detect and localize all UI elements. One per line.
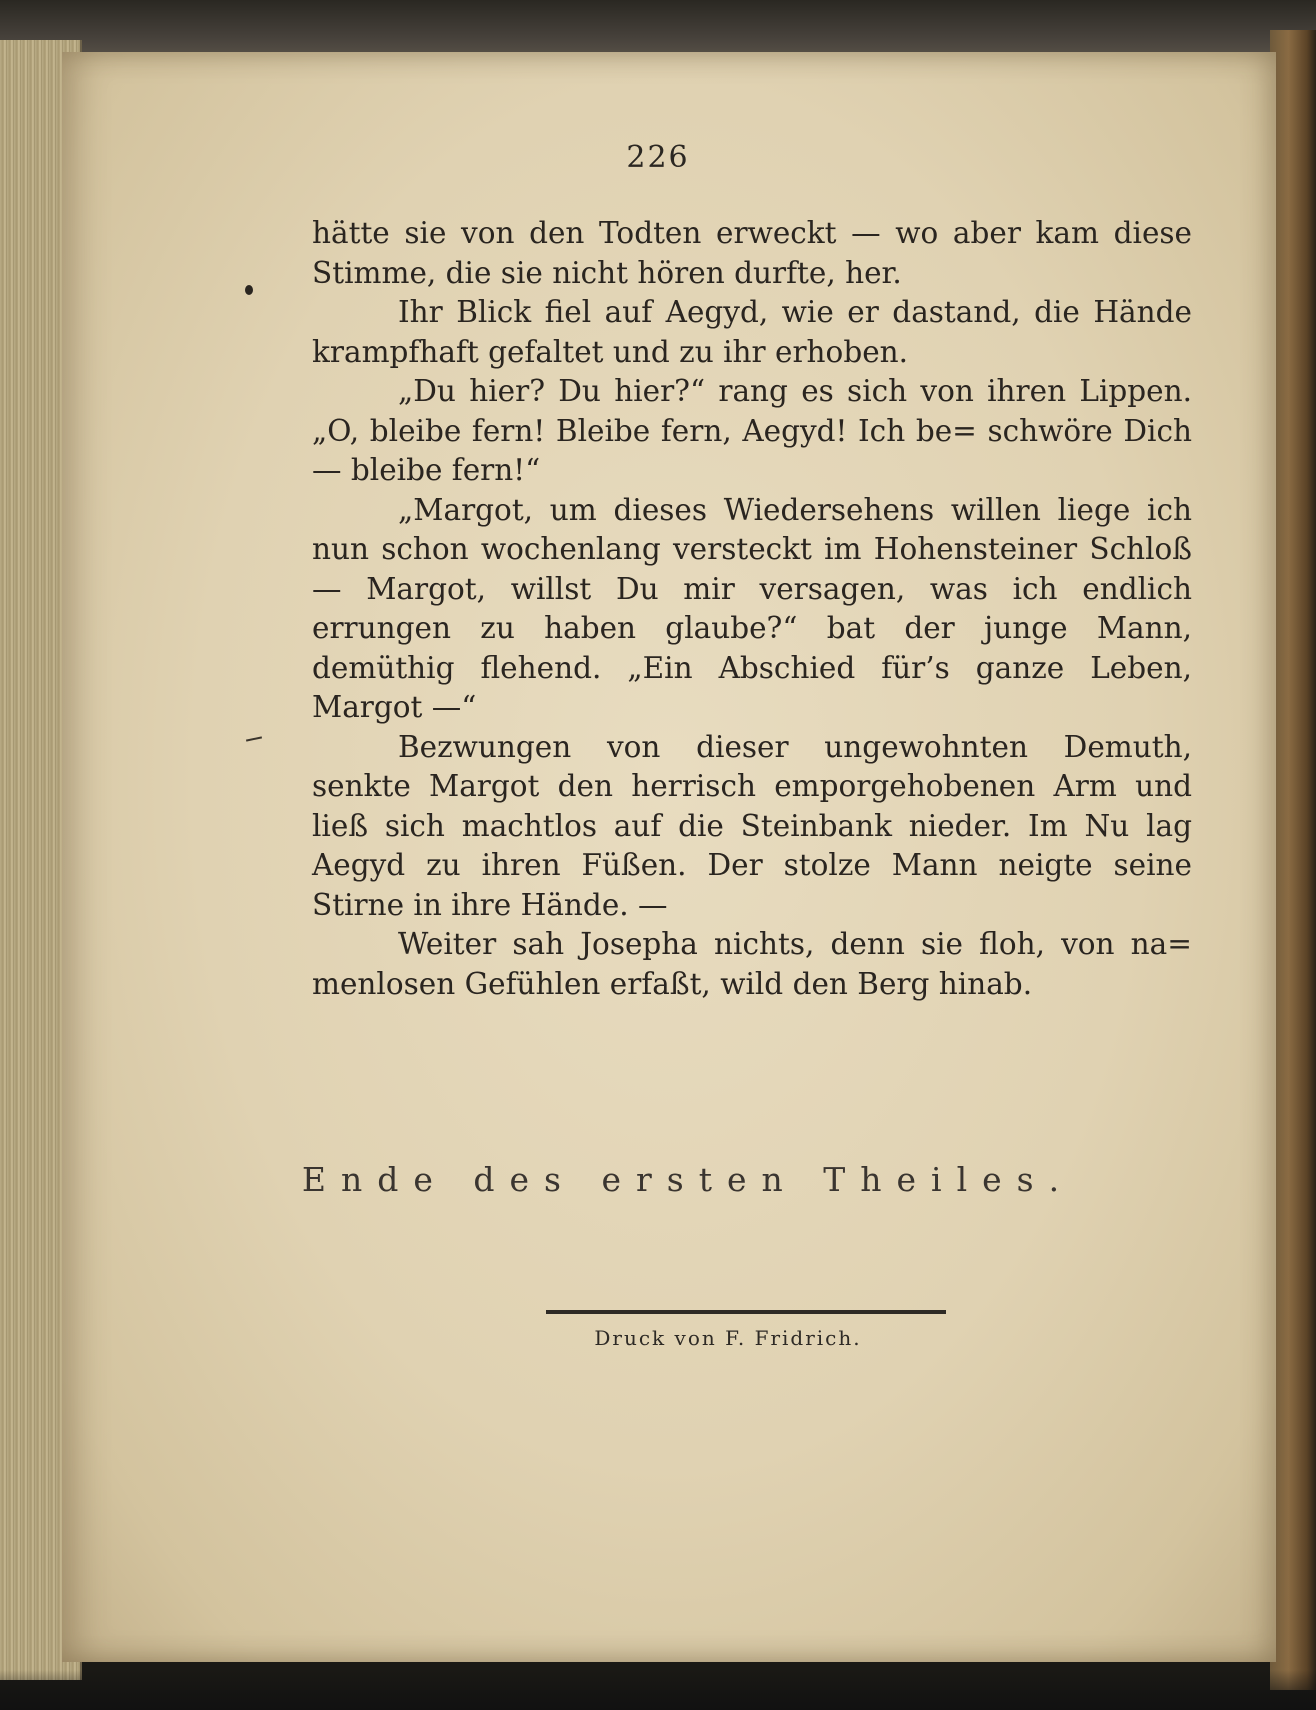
book-spine-edge <box>1270 30 1316 1690</box>
printer-imprint: Druck von F. Fridrich. <box>594 1326 862 1350</box>
paragraph: „Margot, um dieses Wiedersehens willen liege ich nun schon wochenlang versteckt im Hohensteiner Schloß — Margot, willst Du mir versagen, was ich endlich errungen zu haben glaube?“ bat der junge Mann, demüthig flehend. „Ein Abschied für’s ganze Leben, Margot —“ <box>312 492 1192 724</box>
body-text <box>312 214 1192 1004</box>
paragraph: Weiter sah Josepha nichts, denn sie floh, von na= menlosen Gefühlen erfaßt, wild den Berg hinab. <box>312 927 1192 1001</box>
paragraph: hätte sie von den Todten erweckt — wo aber kam diese Stimme, die sie nicht hören durfte, her. <box>312 216 1192 290</box>
paragraph: Bezwungen von dieser ungewohnten Demuth, senkte Margot den herrisch emporgehobenen Arm und ließ sich machtlos auf die Steinbank nieder. Im Nu lag Aegyd zu ihren Füßen. Der stolze Mann neigte seine Stirne in ihre Hände. — <box>312 729 1192 922</box>
divider-rule <box>546 1310 946 1314</box>
ink-speck <box>245 285 253 295</box>
page-number: 226 <box>626 140 690 175</box>
bottom-shadow <box>0 1670 1316 1710</box>
paragraph: „Du hier? Du hier?“ rang es sich von ihren Lippen. „O, bleibe fern! Bleibe fern, Aegyd! Ich be= schwöre Dich — bleibe fern!“ <box>312 374 1192 487</box>
end-of-part-heading: Ende des ersten Theiles. <box>301 1160 1075 1199</box>
book-cover-top <box>0 0 1316 60</box>
paragraph: Ihr Blick fiel auf Aegyd, wie er dastand, die Hände krampfhaft gefaltet und zu ihr erhoben. <box>312 295 1192 369</box>
